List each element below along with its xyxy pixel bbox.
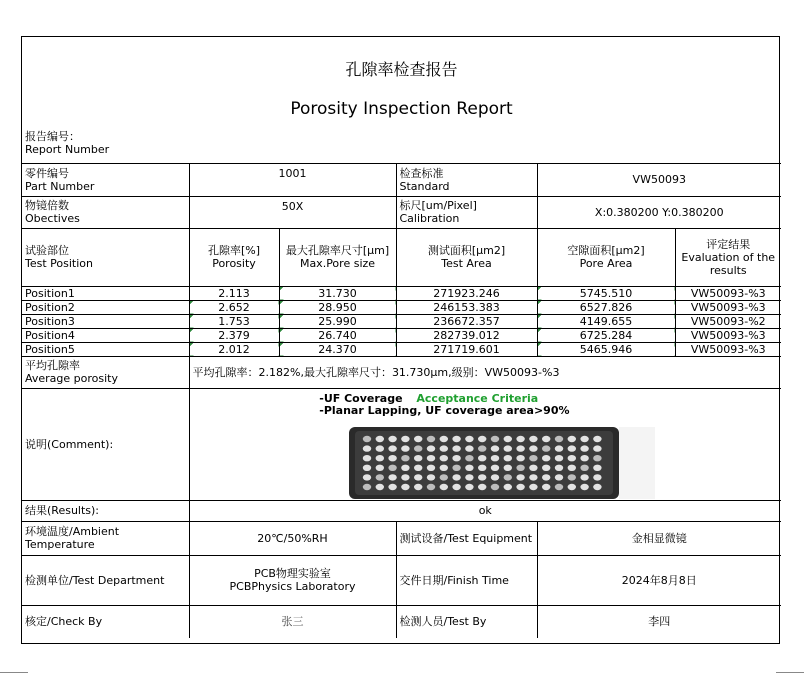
average-porosity-value: 平均孔隙率：2.182%,最大孔隙率尺寸：31.730µm,级别：VW50093-%3 [189, 356, 781, 388]
header-porosity: 孔隙率[%] Porosity [189, 228, 279, 286]
test-by-value: 李四 [537, 605, 781, 638]
row-evaluation: VW50093-%2 [675, 314, 781, 328]
row-test-area: 236672.357 [396, 314, 537, 328]
header-test-position: 试验部位 Test Position [22, 228, 189, 286]
table-row [22, 328, 781, 342]
figure-caption-line1 [319, 393, 538, 405]
microscope-photo-image [349, 427, 655, 499]
figure-caption-uf: -UF Coverage [319, 391, 403, 405]
comment-label: 说明(Comment): [22, 388, 189, 500]
row-position: Position4 [22, 328, 189, 342]
part-number-value: 1001 [189, 163, 396, 196]
row-max-pore-size: 28.950 [279, 300, 396, 314]
equipment-value: 金相显微镜 [537, 521, 781, 555]
header-evaluation: 评定结果 Evaluation of the results [675, 228, 781, 286]
row-pore-area: 5745.510 [537, 286, 675, 300]
table-row [22, 286, 781, 300]
standard-value: VW50093 [537, 163, 781, 196]
row-porosity: 2.012 [189, 342, 279, 356]
test-by-label: 检测人员/Test By [396, 605, 537, 638]
department-value: PCB物理实验室 PCBPhysics Laboratory [189, 555, 396, 605]
report-table [22, 37, 781, 638]
page-edge-mark-right [776, 672, 804, 673]
objectives-label: 物镜倍数 Obectives [22, 196, 189, 228]
row-position: Position3 [22, 314, 189, 328]
uf-coverage-figure [315, 391, 655, 499]
report-title-en: Porosity Inspection Report [290, 99, 513, 119]
comment-figure-cell [189, 388, 781, 500]
report-title-zh: 孔隙率检查报告 [345, 60, 458, 79]
standard-label: 检查标准 Standard [396, 163, 537, 196]
row-porosity: 2.379 [189, 328, 279, 342]
title-block [22, 37, 781, 163]
figure-caption-line2: -Planar Lapping, UF coverage area>90% [319, 403, 570, 417]
row-evaluation: VW50093-%3 [675, 286, 781, 300]
equipment-label: 测试设备/Test Equipment [396, 521, 537, 555]
row-position: Position2 [22, 300, 189, 314]
row-test-area: 282739.012 [396, 328, 537, 342]
row-pore-area: 6725.284 [537, 328, 675, 342]
row-porosity: 2.113 [189, 286, 279, 300]
finish-time-value: 2024年8月8日 [537, 555, 781, 605]
finish-time-label: 交件日期/Finish Time [396, 555, 537, 605]
calibration-label: 标尺[um/Pixel] Calibration [396, 196, 537, 228]
ambient-value: 20℃/50%RH [189, 521, 396, 555]
row-pore-area: 6527.826 [537, 300, 675, 314]
row-test-area: 271923.246 [396, 286, 537, 300]
row-max-pore-size: 26.740 [279, 328, 396, 342]
header-max-pore-size: 最大孔隙率尺寸[µm] Max.Pore size [279, 228, 396, 286]
check-by-value: 张三 [189, 605, 396, 638]
table-row [22, 300, 781, 314]
ambient-label: 环境温度/Ambient Temperature [22, 521, 189, 555]
row-evaluation: VW50093-%3 [675, 328, 781, 342]
row-evaluation: VW50093-%3 [675, 342, 781, 356]
report-number-label: 报告编号： Report Number [25, 130, 110, 156]
results-value: ok [189, 500, 781, 521]
row-test-area: 271719.601 [396, 342, 537, 356]
average-porosity-label: 平均孔隙率 Average porosity [22, 356, 189, 388]
row-max-pore-size: 31.730 [279, 286, 396, 300]
department-label: 检测单位/Test Department [22, 555, 189, 605]
row-max-pore-size: 24.370 [279, 342, 396, 356]
row-evaluation: VW50093-%3 [675, 300, 781, 314]
header-pore-area: 空隙面积[µm2] Pore Area [537, 228, 675, 286]
row-test-area: 246153.383 [396, 300, 537, 314]
row-porosity: 2.652 [189, 300, 279, 314]
check-by-label: 核定/Check By [22, 605, 189, 638]
results-label: 结果(Results): [22, 500, 189, 521]
results-header-row [22, 228, 781, 286]
table-row [22, 314, 781, 328]
figure-caption-criteria: Acceptance Criteria [416, 391, 539, 405]
row-position: Position5 [22, 342, 189, 356]
row-pore-area: 5465.946 [537, 342, 675, 356]
header-test-area: 测试面积[µm2] Test Area [396, 228, 537, 286]
row-pore-area: 4149.655 [537, 314, 675, 328]
row-porosity: 1.753 [189, 314, 279, 328]
objectives-value: 50X [189, 196, 396, 228]
calibration-value: X:0.380200 Y:0.380200 [537, 196, 781, 228]
row-max-pore-size: 25.990 [279, 314, 396, 328]
porosity-report [21, 36, 780, 644]
table-row [22, 342, 781, 356]
page-edge-mark-left [0, 672, 28, 673]
part-number-label: 零件编号 Part Number [22, 163, 189, 196]
row-position: Position1 [22, 286, 189, 300]
